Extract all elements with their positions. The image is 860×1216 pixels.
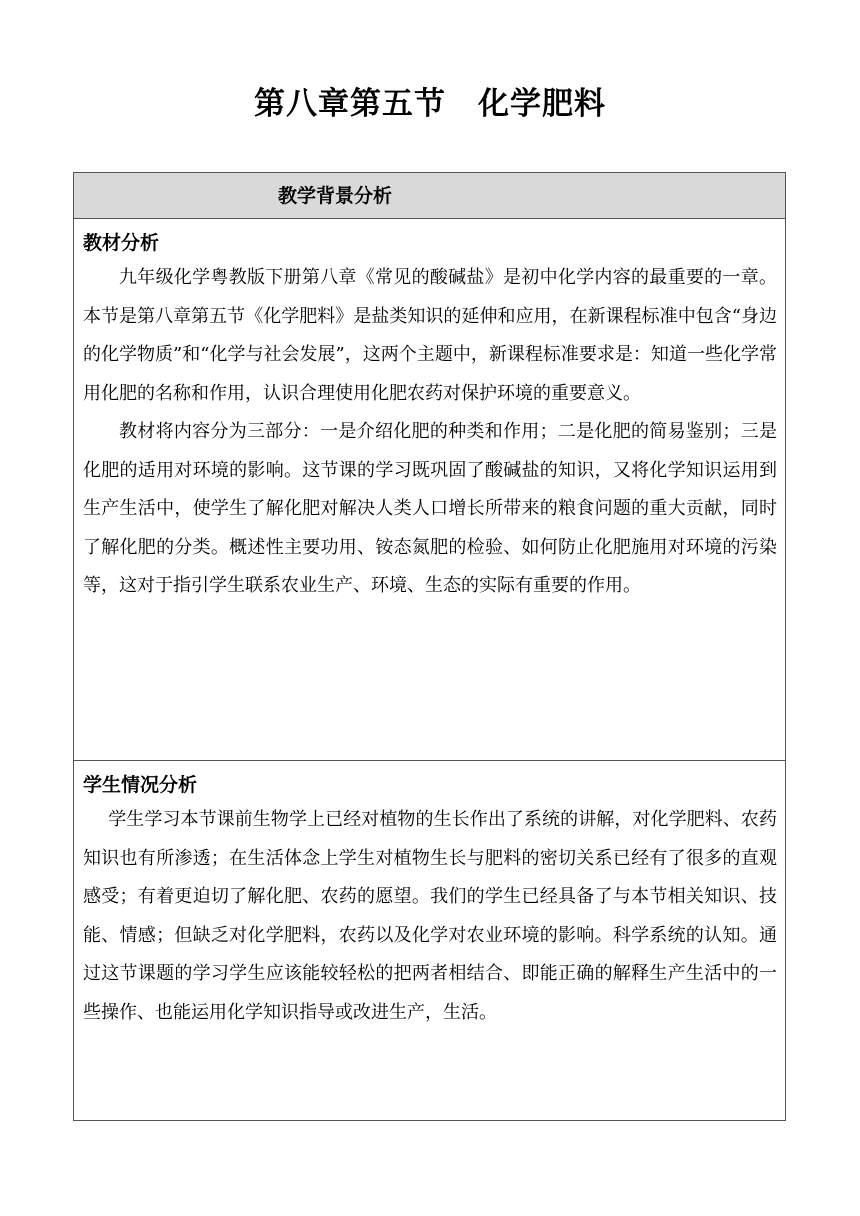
student-analysis-section [74, 760, 785, 1120]
student-analysis-paragraph-1: 学生学习本节课前生物学上已经对植物的生长作出了系统的讲解，对化学肥料、农药知识也有所渗透；在生活体念上学生对植物生长与肥料的密切关系已经有了很多的直观感受；有着更迫切了解化肥、农药的愿望。我们的学生已经具备了与本节相关知识、技能、情感；但缺乏对化学肥料，农药以及化学对农业环境的影响。科学系统的认知。通过这节课题的学习学生应该能较轻松的把两者相结合、即能正确的解释生产生活中的一些操作、也能运用化学知识指导或改进生产，生活。 [83, 809, 777, 1023]
textbook-analysis-heading: 教材分析 [83, 232, 160, 254]
textbook-analysis-paragraph-1: 九年级化学粤教版下册第八章《常见的酸碱盐》是初中化学内容的最重要的一章。本节是第八章第五节《化学肥料》是盐类知识的延伸和应用，在新课程标准中包含“身边的化学物质”和“化学与社会发展”，这两个主题中，新课程标准要求是：知道一些化学常用化肥的名称和作用，认识合理使用化肥农药对保护环境的重要意义。 [83, 267, 777, 404]
textbook-analysis-paragraph-2: 教材将内容分为三部分：一是介绍化肥的种类和作用；二是化肥的简易鉴别；三是化肥的适用对环境的影响。这节课的学习既巩固了酸碱盐的知识，又将化学知识运用到生产生活中，使学生了解化肥对解决人类人口增长所带来的粮食问题的重大贡献，同时了解化肥的分类。概述性主要功用、铵态氮肥的检验、如何防止化肥施用对环境的污染等，这对于指引学生联系农业生产、环境、生态的实际有重要的作用。 [83, 421, 777, 596]
page-title: 第八章第五节 化学肥料 [254, 86, 606, 122]
table-header-label: 教学背景分析 [278, 185, 393, 207]
table-header-row [74, 173, 785, 219]
textbook-analysis-section [74, 219, 785, 760]
student-analysis-heading: 学生情况分析 [83, 774, 198, 796]
background-analysis-table [73, 172, 786, 1121]
